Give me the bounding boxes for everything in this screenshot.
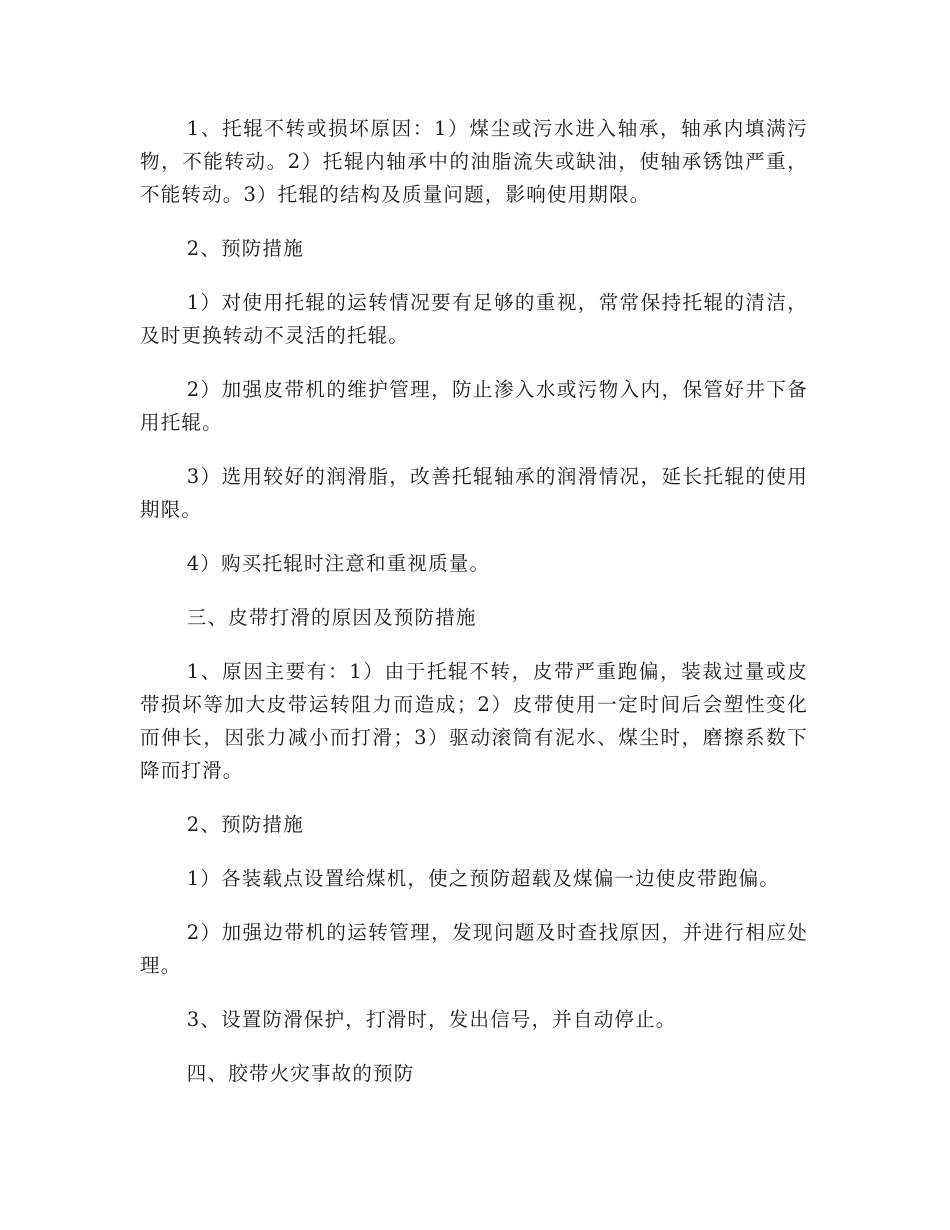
heading-prevention-measures-2: 2、预防措施 (186, 813, 304, 836)
paragraph-slip-measure-2: 2）加强边带机的运转管理，发现问题及时查找原因，并进行相应处理。 (140, 921, 808, 977)
heading-belt-fire-prevention: 四、胶带火灾事故的预防 (186, 1062, 415, 1085)
heading-prevention-measures-1: 2、预防措施 (186, 237, 304, 260)
paragraph-measure-1: 1）对使用托辊的运转情况要有足够的重视，常常保持托辊的清洁，及时更换转动不灵活的托辊。 (140, 291, 808, 347)
paragraph-slip-measure-3: 3、设置防滑保护，打滑时，发出信号，并自动停止。 (186, 1008, 677, 1031)
paragraph-measure-4: 4）购买托辊时注意和重视质量。 (186, 552, 491, 575)
paragraph-measure-2: 2）加强皮带机的维护管理，防止渗入水或污物入内，保管好井下备用托辊。 (140, 378, 808, 434)
paragraph-roller-failure-causes: 1、托辊不转或损坏原因：1）煤尘或污水进入轴承，轴承内填满污物，不能转动。2）托辊内轴承中的油脂流失或缺油，使轴承锈蚀严重，不能转动。3）托辊的结构及质量问题，影响使用期限。 (140, 117, 808, 206)
paragraph-slip-measure-1: 1）各装载点设置给煤机，使之预防超载及煤偏一边使皮带跑偏。 (186, 867, 781, 890)
paragraph-slipping-causes: 1、原因主要有：1）由于托辊不转，皮带严重跑偏，装裁过量或皮带损坏等加大皮带运转阻力而造成；2）皮带使用一定时间后会塑性变化而伸长，因张力减小而打滑；3）驱动滚筒有泥水、煤尘时，磨擦系数下降而打滑。 (140, 660, 808, 782)
paragraph-measure-3: 3）选用较好的润滑脂，改善托辊轴承的润滑情况，延长托辊的使用期限。 (140, 465, 808, 521)
document-body (140, 112, 808, 1111)
heading-belt-slipping: 三、皮带打滑的原因及预防措施 (186, 606, 477, 629)
